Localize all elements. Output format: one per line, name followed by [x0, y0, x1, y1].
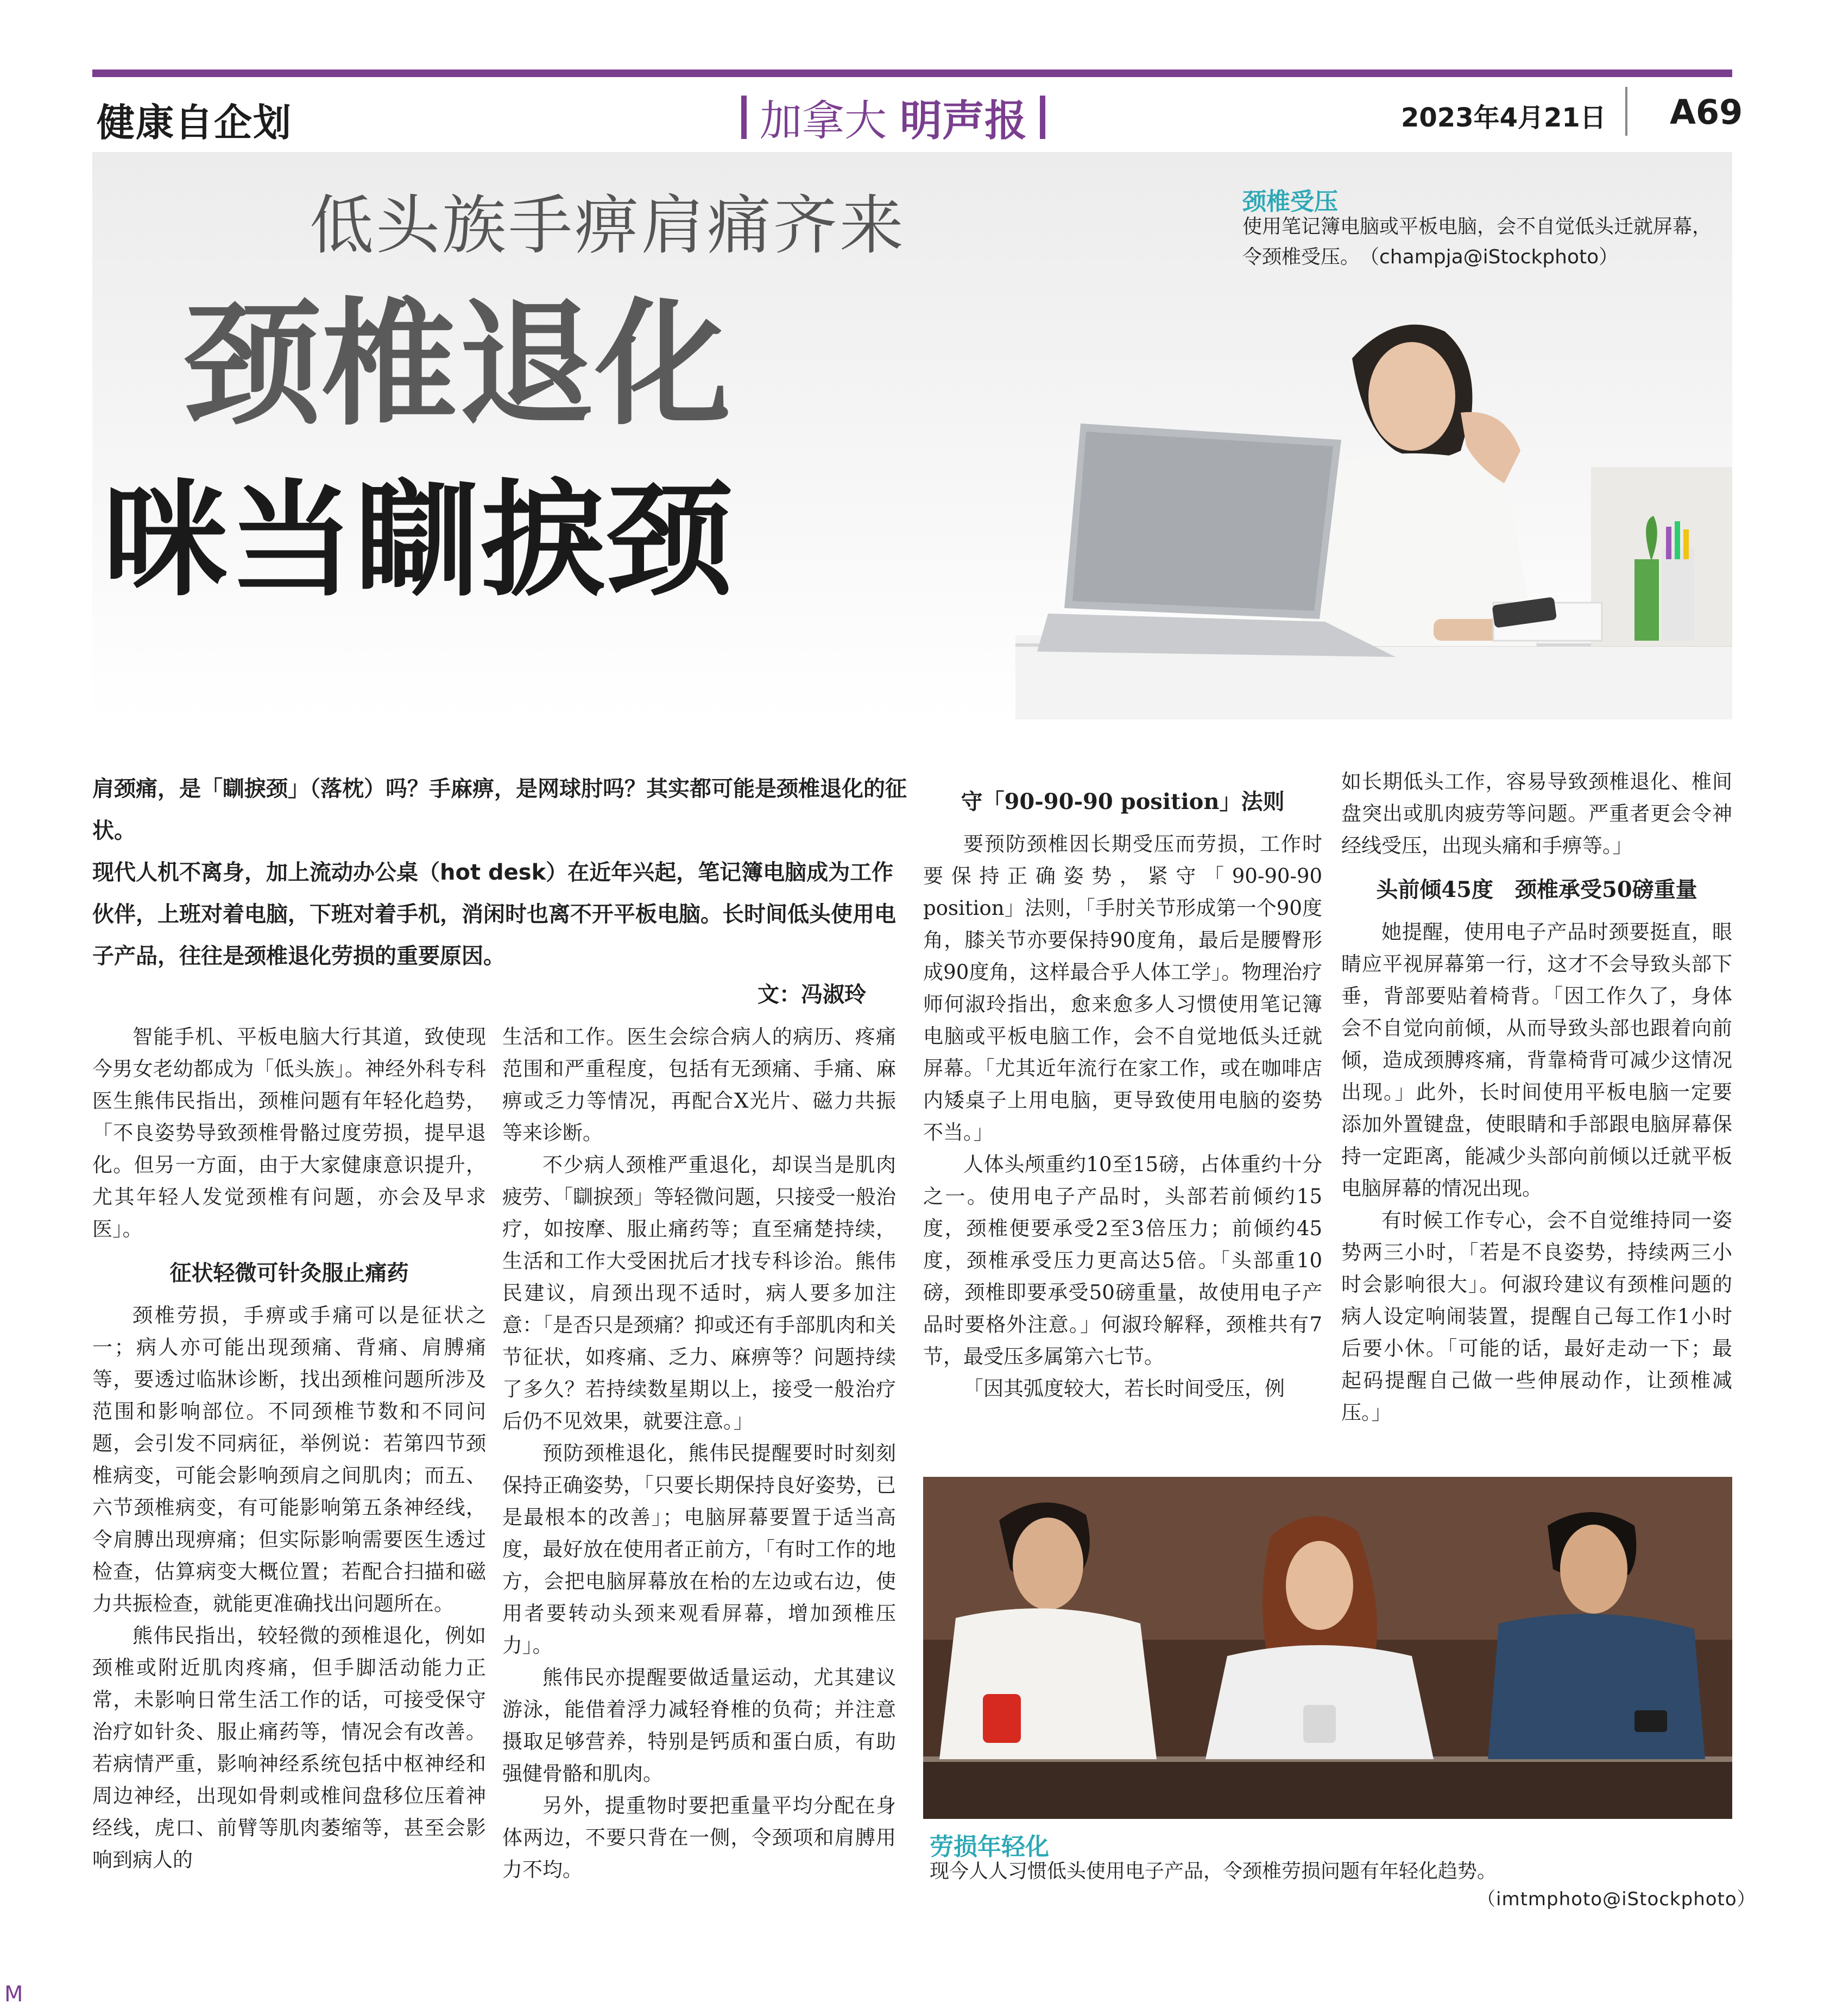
- photo2-caption-text: 现今人人习惯低头使用电子产品，令颈椎劳损问题有年轻化趋势。: [930, 1860, 1497, 1882]
- hero-caption-text: 使用笔记簿电脑或平板电脑，会不自觉低头迁就屏幕，令颈椎受压。 （champja@iStockphoto）: [1242, 216, 1712, 268]
- masthead-bar-right: [1040, 96, 1045, 139]
- col4-paragraph-1: 如长期低头工作，容易导致颈椎退化、椎间盘突出或肌肉疲劳等问题。严重者更会令神经线受压，出现头痛和手痹等。」: [1341, 770, 1732, 857]
- col4-subheading: 头前倾45度 颈椎承受50磅重量: [1376, 877, 1697, 902]
- hero-title-line1: 颈椎退化: [185, 284, 732, 444]
- article-column-3: [923, 774, 1322, 1405]
- hero-subtitle: 低头族手痹肩痛齐来: [310, 188, 906, 263]
- young-people-phones-photo: [923, 1477, 1732, 1819]
- photo2-credit: （imtmphoto@iStockphoto）: [1477, 1888, 1756, 1910]
- masthead-prefix: 加拿大: [760, 97, 887, 146]
- byline: 文：冯淑玲: [758, 982, 866, 1007]
- masthead-bar-left: [741, 96, 747, 139]
- hero-caption-title: 颈椎受压: [1242, 188, 1338, 216]
- header-divider: [1625, 87, 1627, 136]
- section-title: 健康自企划: [97, 100, 292, 145]
- lead-p1: 肩颈痛，是「瞓捩颈」（落枕）吗？手麻痹，是网球肘吗？其实都可能是颈椎退化的征状。: [92, 776, 907, 843]
- col3-subheading: 守「90-90-90 position」法则: [961, 789, 1285, 814]
- col2-paragraph-5: 另外，提重物时要把重量平均分配在身体两边，不要只背在一侧，令颈项和肩膊用力不均。: [502, 1794, 896, 1881]
- page-number: A69: [1670, 92, 1743, 132]
- col4-paragraph-2: 她提醒，使用电子产品时颈要挺直，眼睛应平视屏幕第一行，这才不会导致头部下垂，背部要贴着椅背。「因工作久了，身体会不自觉向前倾，从而导致头部也跟着向前倾，造成颈膊疼痛，背靠椅背可减少这情况出现。」此外，长时间使用平板电脑一定要添加外置键盘，使眼睛和手部跟电脑屏幕保持一定距离，能减少头部向前倾以迁就平板电脑屏幕的情况出现。: [1341, 920, 1732, 1200]
- hero-banner: [92, 152, 1732, 719]
- corner-mark: M: [4, 1982, 23, 2007]
- col1-paragraph-2: 颈椎劳损，手痹或手痛可以是征状之一；病人亦可能出现颈痛、背痛、肩膊痛等，要透过临牀诊断，找出颈椎问题所涉及范围和影响部位。不同颈椎节数和不同问题，会引发不同病征，举例说：若第四节颈椎病变，可能会影响颈肩之间肌肉；而五、六节颈椎病变，有可能影响第五条神经线，令肩膊出现痹痛；但实际影响需要医生透过检查，估算病变大概位置；若配合扫描和磁力共振检查，就能更准确找出问题所在。: [92, 1304, 486, 1615]
- col3-paragraph-1: 要预防颈椎因长期受压而劳损，工作时要保持正确姿势，紧守「90-90-90 position」法则，「手肘关节形成第一个90度角，膝关节亦要保持90度角，最后是腰臀形成90度角，这样最合乎人体工学」。物理治疗师何淑玲指出，愈来愈多人习惯使用笔记簿电脑或平板电脑工作，会不自觉地低头迁就屏幕。「尤其近年流行在家工作，或在咖啡店内矮桌子上用电脑，更导致使用电脑的姿势不当。」: [923, 832, 1322, 1144]
- lead-p2: 现代人机不离身，加上流动办公桌（hot desk）在近年兴起，笔记簿电脑成为工作伙伴，上班对着电脑，下班对着手机，消闲时也离不开平板电脑。长时间低头使用电子产品，往往是颈椎退化劳损的重要原因。: [92, 860, 896, 969]
- lead-paragraph: [92, 768, 907, 977]
- col4-paragraph-3: 有时候工作专心，会不自觉维持同一姿势两三小时，「若是不良姿势，持续两三小时会影响很大」。何淑玲建议有颈椎问题的病人设定响闹装置，提醒自己每工作1小时后要小休。「可能的话，最好走动一下；最起码提醒自己做一些伸展动作，让颈椎减压。」: [1341, 1209, 1732, 1424]
- col2-paragraph-1: 生活和工作。医生会综合病人的病历、疼痛范围和严重程度，包括有无颈痛、手痛、麻痹或乏力等情况，再配合X光片、磁力共振等来诊断。: [502, 1025, 896, 1145]
- article-column-4: [1341, 766, 1732, 1429]
- masthead-brand: 明声报: [900, 97, 1027, 146]
- hero-title-line2: 咪当瞓捩颈: [103, 467, 734, 614]
- hero-photo: [1015, 288, 1732, 719]
- col2-paragraph-2: 不少病人颈椎严重退化，却误当是肌肉疲劳、「瞓捩颈」等轻微问题，只接受一般治疗，如按摩、服止痛药等；直至痛楚持续，生活和工作大受困扰后才找专科诊治。熊伟民建议，肩颈出现不适时，病人要多加注意：「是否只是颈痛？抑或还有手部肌肉和关节征状，如疼痛、乏力、麻痹等？问题持续了多久？若持续数星期以上，接受一般治疗后仍不见效果，就要注意。」: [502, 1153, 896, 1433]
- col1-paragraph-1: 智能手机、平板电脑大行其道，致使现今男女老幼都成为「低头族」。神经外科专科医生熊伟民指出，颈椎问题有年轻化趋势，「不良姿势导致颈椎骨骼过度劳损，提早退化。但另一方面，由于大家健康意识提升，尤其年轻人发觉颈椎有问题，亦会及早求医」。: [92, 1025, 486, 1241]
- col3-paragraph-2: 人体头颅重约10至15磅，占体重约十分之一。使用电子产品时，头部若前倾约15度，颈椎便要承受2至3倍压力；前倾约45度，颈椎承受压力更高达5倍。「头部重10磅，颈椎即要承受50磅重量，故使用电子产品时要格外注意。」何淑玲解释，颈椎共有7节，最受压多属第六七节。: [923, 1153, 1322, 1368]
- top-rule: [92, 69, 1732, 77]
- article-column-2: [502, 1021, 896, 1886]
- photo2-caption-title: 劳损年轻化: [930, 1833, 1049, 1861]
- article-column-1: [92, 1021, 486, 1876]
- col1-subheading: 征状轻微可针灸服止痛药: [169, 1260, 409, 1286]
- col2-paragraph-3: 预防颈椎退化，熊伟民提醒要时时刻刻保持正确姿势，「只要长期保持良好姿势，已是最根本的改善」；电脑屏幕要置于适当高度，最好放在使用者正前方，「有时工作的地方，会把电脑屏幕放在枱的左边或右边，使用者要转动头颈来观看屏幕，增加颈椎压力」。: [502, 1442, 896, 1657]
- col3-paragraph-3: 「因其弧度较大，若长时间受压，例: [963, 1377, 1285, 1400]
- col1-paragraph-3: 熊伟民指出，较轻微的颈椎退化，例如颈椎或附近肌肉疼痛，但手脚活动能力正常，未影响日常生活工作的话，可接受保守治疗如针灸、服止痛药等，情况会有改善。若病情严重，影响神经系统包括中枢神经和周边神经，出现如骨刺或椎间盘移位压着神经线，虎口、前臂等肌肉萎缩等，甚至会影响到病人的: [92, 1624, 486, 1872]
- issue-date: 2023年4月21日: [1401, 103, 1606, 133]
- masthead: [741, 87, 1045, 148]
- col2-paragraph-4: 熊伟民亦提醒要做适量运动，尤其建议游泳，能借着浮力减轻脊椎的负荷；并注意摄取足够营养，特别是钙质和蛋白质，有助强健骨骼和肌肉。: [502, 1666, 896, 1785]
